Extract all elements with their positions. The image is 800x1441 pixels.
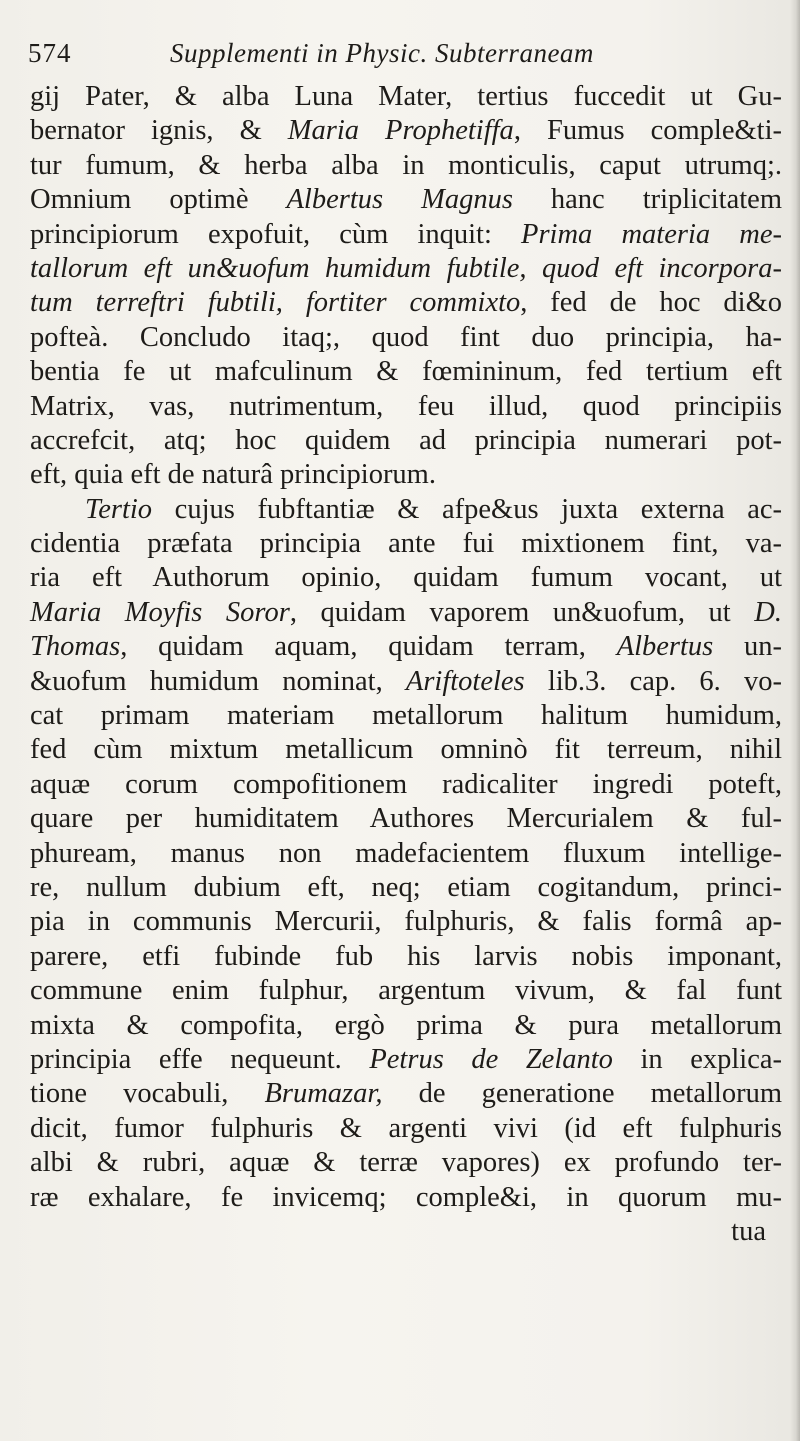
text-line	[30, 630, 782, 664]
text-line	[30, 837, 782, 871]
text-run: fed cùm mixtum metallicum omninò fit terreum, nihil	[30, 734, 782, 766]
text-run: principia effe nequeunt.	[30, 1043, 370, 1075]
text-line	[30, 1181, 782, 1215]
text-line	[30, 424, 782, 458]
body-text	[30, 80, 782, 1249]
text-line	[30, 561, 782, 595]
text-run: &uofum humidum nominat,	[30, 665, 406, 697]
text-run: bentia fe ut mafculinum & fœmininum, fed tertium eft	[30, 356, 782, 388]
italic-phrase: Prima materia me-	[521, 218, 782, 250]
text-line	[30, 699, 782, 733]
italic-phrase: tallorum eft un&uofum humidum fubtile, quod eft incorpora-	[30, 252, 782, 284]
text-line	[30, 1146, 782, 1180]
text-line	[30, 733, 782, 767]
italic-phrase: D.	[754, 596, 782, 628]
text-run: tua	[731, 1215, 766, 1247]
text-run: accrefcit, atq; hoc quidem ad principia numerari pot-	[30, 424, 782, 456]
text-line	[30, 802, 782, 836]
text-run: ræ exhalare, fe invicemq; comple&i, in quorum mu-	[30, 1181, 782, 1213]
text-run: gij Pater, & alba Luna Mater, tertius fuccedit ut Gu-	[30, 81, 782, 112]
text-run: hanc triplicitatem	[512, 184, 782, 216]
text-line	[30, 974, 782, 1008]
text-line	[30, 149, 782, 183]
text-line	[30, 218, 782, 252]
italic-phrase: Ariftoteles	[405, 665, 525, 697]
italic-phrase: Brumazar,	[264, 1078, 383, 1110]
page-edge-shadow	[790, 0, 800, 1441]
italic-phrase: Maria Prophetiffa	[287, 115, 514, 147]
text-line	[30, 80, 782, 114]
text-run: cujus fubftantiæ & afpe&us juxta externa ac-	[152, 493, 782, 525]
text-run: , quidam aquam, quidam terram,	[120, 631, 617, 663]
text-run: tur fumum, & herba alba in monticulis, caput utrumq;.	[30, 149, 782, 181]
text-line	[30, 1009, 782, 1043]
text-line	[30, 286, 782, 320]
text-line	[30, 665, 782, 699]
text-run: un-	[713, 631, 782, 663]
text-line	[30, 183, 782, 217]
text-line	[30, 596, 782, 630]
catchword	[30, 1215, 782, 1249]
text-line	[30, 905, 782, 939]
text-run: cat primam materiam metallorum halitum humidum,	[30, 700, 782, 732]
text-run: de generatione metallorum	[382, 1078, 782, 1110]
text-line	[30, 1043, 782, 1077]
text-line	[30, 768, 782, 802]
italic-phrase: Petrus de Zelanto	[369, 1043, 613, 1075]
text-run: parere, etfi fubinde fub his larvis nobis imponant,	[30, 940, 782, 972]
text-run: aquæ corum compofitionem radicaliter ingredi poteft,	[30, 768, 782, 800]
text-line	[30, 493, 782, 527]
text-line	[30, 1077, 782, 1111]
text-run: , quidam vaporem un&uofum, ut	[289, 596, 755, 628]
text-run: phuream, manus non madefacientem fluxum intellige-	[30, 837, 782, 869]
text-line	[30, 114, 782, 148]
text-line	[30, 940, 782, 974]
text-line	[30, 321, 782, 355]
text-run: albi & rubri, aquæ & terræ vapores) ex profundo ter-	[30, 1147, 782, 1179]
text-run: mixta & compofita, ergò prima & pura metallorum	[30, 1009, 782, 1041]
text-run: lib.3. cap. 6. vo-	[524, 665, 782, 697]
text-line	[30, 252, 782, 286]
page-number: 574	[28, 38, 72, 68]
italic-phrase: Maria Moyfis Soror	[30, 596, 290, 628]
italic-phrase: Thomas	[30, 631, 121, 663]
text-line	[30, 527, 782, 561]
text-run: , fed de hoc di&o	[520, 287, 782, 319]
italic-phrase: Albertus	[616, 631, 714, 663]
text-run: commune enim fulphur, argentum vivum, & fal funt	[30, 975, 782, 1007]
text-run: dicit, fumor fulphuris & argenti vivi (id eft fulphuris	[30, 1112, 782, 1144]
text-run: principiorum expofuit, cùm inquit:	[30, 218, 522, 250]
text-run: eft, quia eft de naturâ principiorum.	[30, 459, 436, 491]
text-run: tione vocabuli,	[30, 1078, 265, 1110]
text-line	[30, 458, 782, 492]
text-run: quare per humiditatem Authores Mercurialem & ful-	[30, 803, 782, 835]
text-run: re, nullum dubium eft, neq; etiam cogitandum, princi-	[30, 871, 782, 903]
text-line	[30, 355, 782, 389]
running-title: Supplementi in Physic. Subterraneam	[170, 38, 594, 68]
text-run: in explica-	[612, 1043, 783, 1075]
page-header	[28, 38, 760, 78]
text-line	[30, 390, 782, 424]
italic-phrase: Albertus Magnus	[286, 184, 513, 216]
text-run: Omnium optimè	[30, 184, 287, 216]
text-run: cidentia præfata principia ante fui mixtionem fint, va-	[30, 528, 782, 560]
text-run: pia in communis Mercurii, fulphuris, & falis formâ ap-	[30, 906, 782, 938]
italic-phrase: Tertio	[85, 493, 153, 525]
text-run: pofteà. Concludo itaq;, quod fint duo principia, ha-	[30, 321, 782, 353]
text-line	[30, 1112, 782, 1146]
text-line	[30, 871, 782, 905]
text-run: Matrix, vas, nutrimentum, feu illud, quod principiis	[30, 390, 782, 422]
text-run: , Fumus comple&ti-	[513, 115, 782, 147]
text-run: bernator ignis, &	[30, 115, 288, 147]
italic-phrase: tum terreftri fubtili, fortiter commixto	[30, 287, 521, 319]
text-run: ria eft Authorum opinio, quidam fumum vocant, ut	[30, 562, 782, 594]
